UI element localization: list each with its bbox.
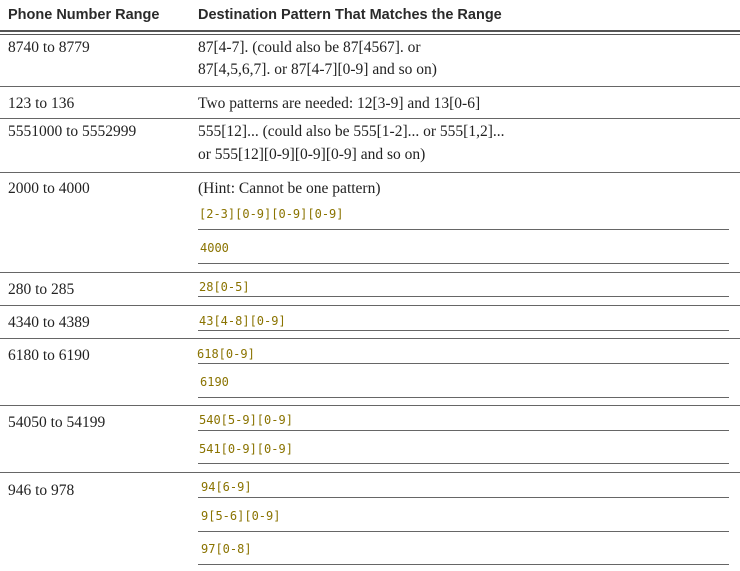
range-cell: 8740 to 8779: [8, 39, 90, 56]
answer-field[interactable]: 540[5-9][0-9]: [199, 413, 293, 427]
description-line: or 555[12][0-9][0-9][0-9] and so on): [198, 146, 426, 163]
answer-underline: [198, 229, 729, 230]
answer-field[interactable]: 4000: [200, 241, 229, 255]
description-line: 555[12]... (could also be 555[1-2]... or 555[1,2]...: [198, 123, 505, 140]
answer-field[interactable]: 94[6-9]: [201, 480, 252, 494]
range-cell: 4340 to 4389: [8, 314, 90, 331]
header-rule-top: [0, 30, 740, 32]
row-divider: [0, 118, 740, 119]
header-phone-number-range: Phone Number Range: [8, 7, 160, 23]
answer-underline: [198, 363, 729, 364]
answer-field[interactable]: 28[0-5]: [199, 280, 250, 294]
row-divider: [0, 338, 740, 339]
range-cell: 54050 to 54199: [8, 414, 106, 431]
row-divider: [0, 472, 740, 473]
description-line: 87[4,5,6,7]. or 87[4-7][0-9] and so on): [198, 61, 437, 78]
answer-field[interactable]: 9[5-6][0-9]: [201, 509, 281, 523]
row-divider: [0, 86, 740, 87]
row-divider: [0, 405, 740, 406]
answer-field[interactable]: [2-3][0-9][0-9][0-9]: [199, 207, 344, 221]
range-cell: 280 to 285: [8, 281, 75, 298]
range-cell: 946 to 978: [8, 482, 75, 499]
range-cell: 123 to 136: [8, 95, 75, 112]
answer-field[interactable]: 6190: [200, 375, 229, 389]
answer-underline: [198, 463, 729, 464]
answer-underline: [198, 263, 729, 264]
description-line: (Hint: Cannot be one pattern): [198, 180, 381, 197]
answer-underline: [198, 430, 729, 431]
row-divider: [0, 305, 740, 306]
description-line: 87[4-7]. (could also be 87[4567]. or: [198, 39, 421, 56]
range-cell: 5551000 to 5552999: [8, 123, 137, 140]
answer-field[interactable]: 618[0-9]: [197, 347, 255, 361]
answer-field[interactable]: 541[0-9][0-9]: [199, 442, 293, 456]
answer-underline: [198, 296, 729, 297]
answer-underline: [198, 564, 729, 565]
header-rule-bottom: [0, 34, 740, 35]
answer-underline: [198, 330, 729, 331]
row-divider: [0, 172, 740, 173]
answer-field[interactable]: 97[0-8]: [201, 542, 252, 556]
answer-field[interactable]: 43[4-8][0-9]: [199, 314, 286, 328]
range-cell: 6180 to 6190: [8, 347, 90, 364]
row-divider: [0, 272, 740, 273]
description-line: Two patterns are needed: 12[3-9] and 13[0-6]: [198, 95, 481, 112]
answer-underline: [198, 531, 729, 532]
header-destination-pattern: Destination Pattern That Matches the Range: [198, 7, 502, 23]
range-cell: 2000 to 4000: [8, 180, 90, 197]
answer-underline: [198, 397, 729, 398]
answer-underline: [198, 497, 729, 498]
